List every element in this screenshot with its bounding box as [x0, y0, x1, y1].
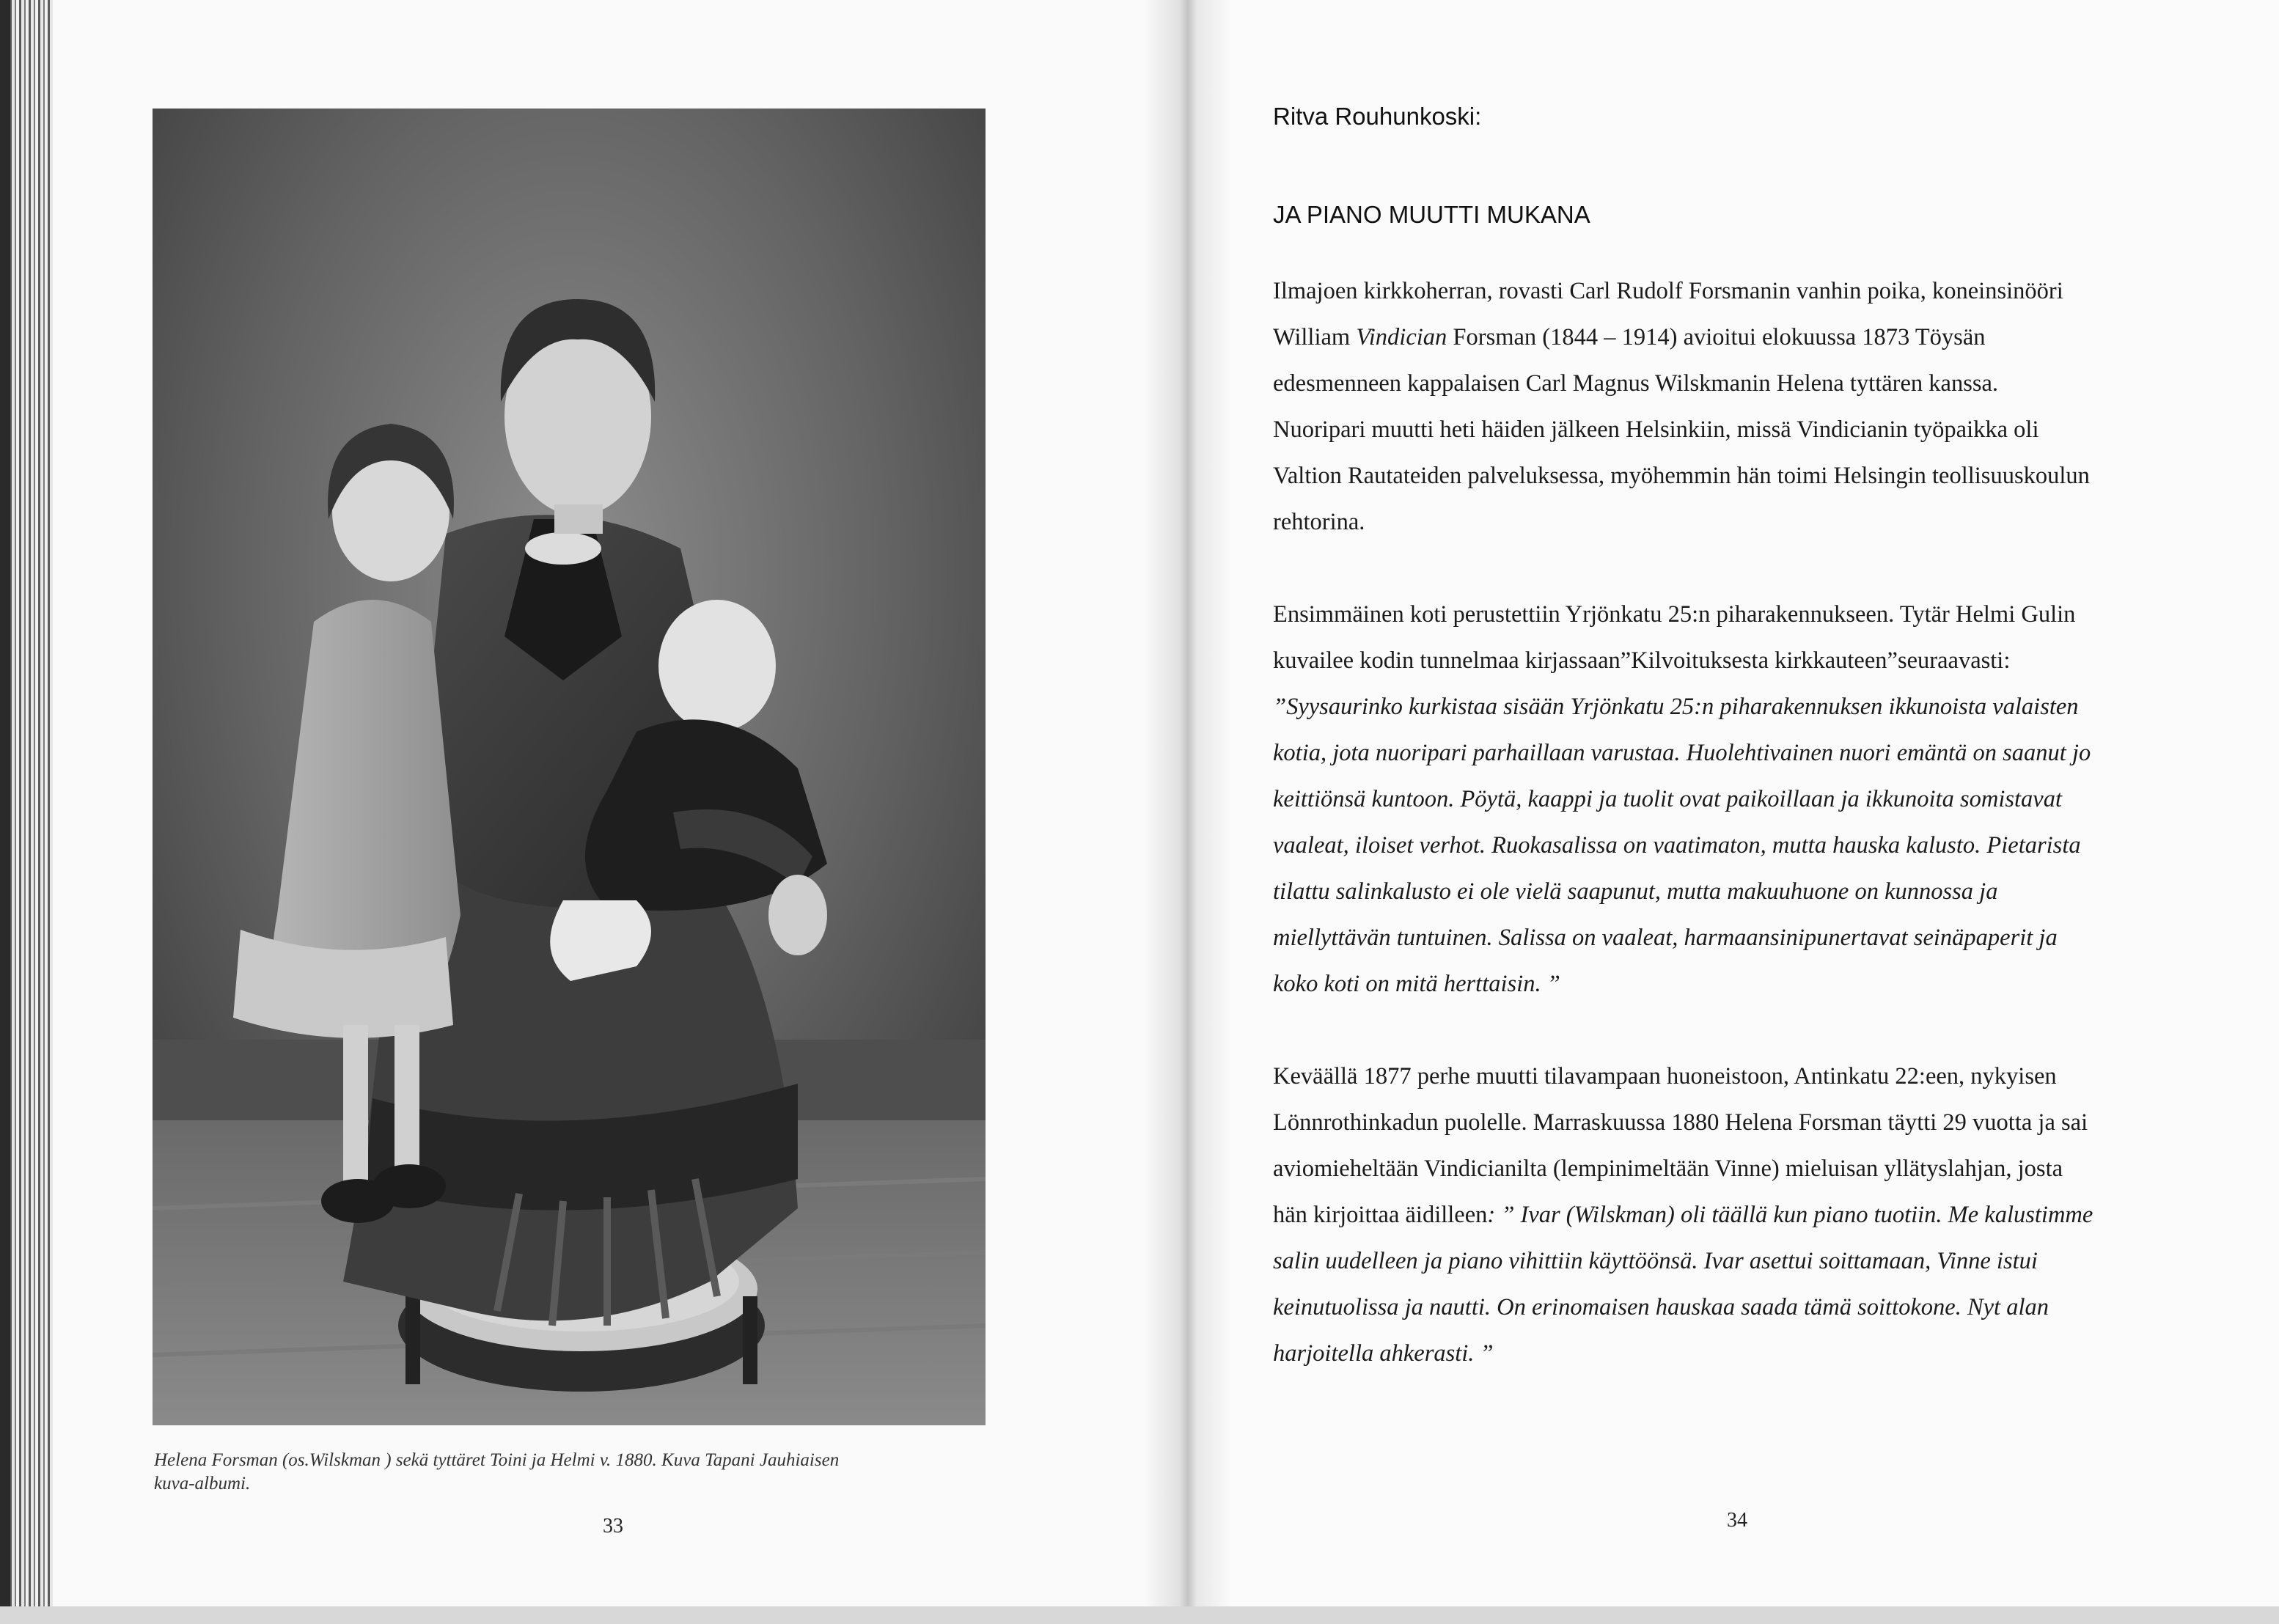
caption-line: Helena Forsman (os.Wilskman ) sekä tyttäret Toini ja Helmi v. 1880. Kuva Tapani Jauhiaisen	[154, 1450, 840, 1470]
quote-line: vaaleat, iloiset verhot. Ruokasalissa on vaatimaton, mutta hauska kalusto. Pietarista	[1273, 832, 2081, 859]
photograph-illustration	[153, 109, 986, 1425]
text-line: aviomieheltään Vindicianilta (lempinimeltään Vinne) mieluisan yllätyslahjan, josta	[1273, 1155, 2063, 1182]
quote-line: kotia, jota nuoripari parhaillaan varustaa. Huolehtivainen nuori emäntä on saanut jo	[1273, 740, 2091, 766]
text-run: William	[1273, 324, 1357, 350]
paragraph-2	[1273, 592, 2209, 1007]
text-line: Lönnrothinkadun puolelle. Marraskuussa 1880 Helena Forsman täytti 29 vuotta ja sai	[1273, 1109, 2088, 1136]
paragraph-1	[1273, 268, 2209, 545]
photo-caption	[154, 1449, 1034, 1496]
quote-line: keinutuolissa ja nautti. On erinomaisen hauskaa saada tämä soittokone. Nyt alan	[1273, 1294, 2049, 1320]
quote-line: harjoitella ahkerasti. ”	[1273, 1340, 1494, 1367]
quote-line: keittiönsä kuntoon. Pöytä, kaappi ja tuolit ovat paikoillaan ja ikkunoita somistavat	[1273, 786, 2062, 812]
paragraph-gap	[1273, 545, 2209, 592]
caption-line: kuva-albumi.	[154, 1474, 251, 1493]
text-line: Ensimmäinen koti perustettiin Yrjönkatu 25:n piharakennukseen. Tytär Helmi Gulin	[1273, 601, 2076, 628]
family-photograph	[153, 109, 986, 1425]
text-line: Nuoripari muutti heti häiden jälkeen Helsinkiin, missä Vindicianin työpaikka oli	[1273, 416, 2039, 443]
quote-line: koko koti on mitä herttaisin. ”	[1273, 971, 1560, 997]
text-line: rehtorina.	[1273, 509, 1365, 535]
author-name: Ritva Rouhunkoski:	[1273, 103, 1482, 130]
text-line: Keväällä 1877 perhe muutti tilavampaan huoneistoon, Antinkatu 22:een, nykyisen	[1273, 1063, 2057, 1090]
text-run-italic: Vindician	[1356, 324, 1447, 350]
article-title: JA PIANO MUUTTI MUKANA	[1273, 201, 1590, 228]
text-run: hän kirjoittaa äidilleen	[1273, 1202, 1488, 1228]
quote-line: ”Syysaurinko kurkistaa sisään Yrjönkatu 25:n piharakennuksen ikkunoista valaisten	[1273, 694, 2079, 720]
paragraph-3	[1273, 1054, 2209, 1377]
text-line: kuvailee kodin tunnelmaa kirjassaan”Kilvoituksesta kirkkauteen”seuraavasti:	[1273, 647, 2011, 674]
page-number-left: 33	[603, 1515, 623, 1537]
article-body	[1273, 268, 2209, 1377]
text-line: edesmenneen kappalaisen Carl Magnus Wilskmanin Helena tyttären kanssa.	[1273, 370, 1999, 397]
page-number-right: 34	[1727, 1509, 1747, 1532]
scan-bottom-edge	[0, 1606, 2279, 1624]
text-line	[1273, 315, 2209, 361]
text-run-italic: : ” Ivar (Wilskman) oli täällä kun piano tuotiin. Me kalustimme	[1487, 1202, 2093, 1228]
quote-line: salin uudelleen ja piano vihittiin käyttöönsä. Ivar asettui soittamaan, Vinne istui	[1273, 1248, 2038, 1274]
text-line: Ilmajoen kirkkoherran, rovasti Carl Rudolf Forsmanin vanhin poika, koneinsinööri	[1273, 278, 2063, 304]
page-stack-edges	[0, 0, 53, 1624]
text-line: Valtion Rautateiden palveluksessa, myöhemmin hän toimi Helsingin teollisuuskoulun	[1273, 463, 2090, 489]
text-run: Forsman (1844 – 1914) avioitui elokuussa 1873 Töysän	[1447, 324, 1986, 350]
quote-line: miellyttävän tuntuinen. Salissa on vaaleat, harmaansinipunertavat seinäpaperit ja	[1273, 925, 2058, 951]
quote-line: tilattu salinkalusto ei ole vielä saapunut, mutta makuuhuone on kunnossa ja	[1273, 878, 1998, 905]
text-line	[1273, 1192, 2209, 1238]
paragraph-gap	[1273, 1007, 2209, 1054]
